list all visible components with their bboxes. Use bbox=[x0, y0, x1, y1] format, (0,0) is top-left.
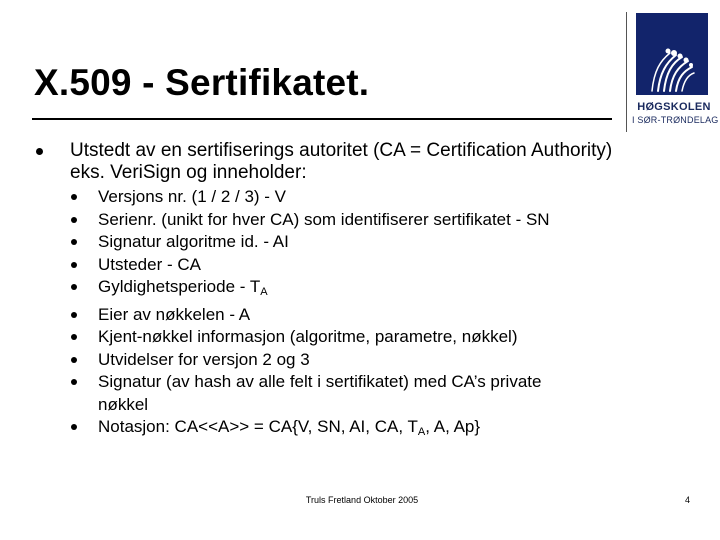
bullet-icon bbox=[71, 194, 77, 200]
list-item: Signatur algoritme id. - AI bbox=[70, 231, 550, 254]
list-item: Utvidelser for versjon 2 og 3 bbox=[70, 349, 550, 372]
main-bullet-text bbox=[70, 140, 612, 184]
bullet-icon bbox=[71, 217, 77, 223]
footer-text: Truls Fretland Oktober 2005 bbox=[305, 495, 419, 505]
list-item: Versjons nr. (1 / 2 / 3) - V bbox=[70, 186, 550, 209]
main-text-line-1: Utstedt av en sertifiserings autoritet (CA = Certification Authority) bbox=[70, 140, 613, 161]
bullet-icon bbox=[71, 334, 77, 340]
title-divider bbox=[32, 118, 612, 120]
list-item: Gyldighetsperiode - $T_A$ bbox=[70, 276, 550, 304]
bullet-icon bbox=[71, 424, 77, 430]
list-item: Serienr. (unikt for hver CA) som identifiserer sertifikatet - SN bbox=[70, 209, 550, 232]
bullet-icon bbox=[71, 357, 77, 363]
list-item: Eier av nøkkelen - A bbox=[70, 304, 550, 327]
list-item: Signatur (av hash av alle felt i sertifikatet) med CA’s private nøkkel bbox=[70, 371, 550, 416]
sub-bullet-list bbox=[70, 186, 550, 444]
logo-name: HØGSKOLEN bbox=[637, 101, 711, 113]
page-number: 4 bbox=[684, 495, 690, 505]
main-text-line-2: eks. VeriSign og inneholder: bbox=[70, 162, 307, 183]
bullet-icon bbox=[71, 284, 77, 290]
list-item: Utsteder - CA bbox=[70, 254, 550, 277]
subscript: A bbox=[260, 286, 268, 298]
bullet-icon bbox=[71, 239, 77, 245]
list-item: Notasjon: CA<<A>> = CA{V, SN, AI, CA, $T_A$, A, Ap} bbox=[70, 416, 550, 444]
logo-divider bbox=[626, 12, 627, 132]
subscript: A bbox=[417, 426, 426, 438]
logo-subname: I SØR-TRØNDELAG bbox=[632, 115, 719, 125]
list-item: Kjent-nøkkel informasjon (algoritme, parametre, nøkkel) bbox=[70, 326, 550, 349]
slide-title: X.509 - Sertifikatet. bbox=[34, 62, 370, 103]
main-bullet bbox=[36, 148, 43, 155]
bullet-icon bbox=[71, 262, 77, 268]
logo-emblem-icon bbox=[636, 13, 708, 95]
bullet-icon bbox=[71, 379, 77, 385]
school-logo bbox=[636, 13, 708, 95]
bullet-icon bbox=[71, 312, 77, 318]
